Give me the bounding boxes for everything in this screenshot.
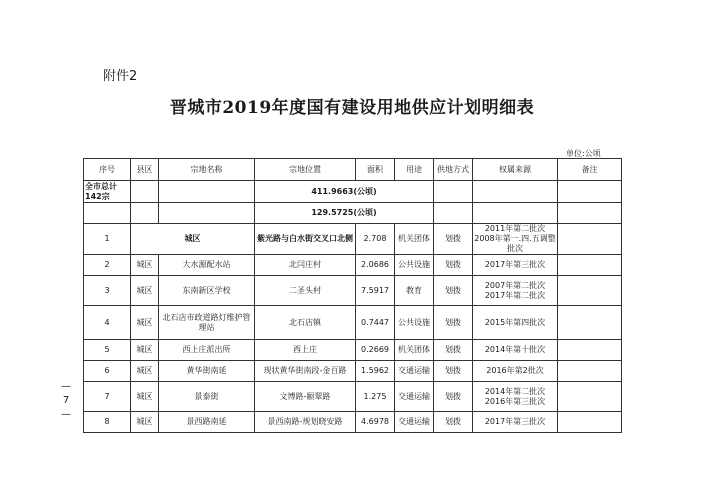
cell-district: 城区 — [131, 224, 255, 255]
cell-location: 北闫庄村 — [255, 255, 356, 276]
summary-row-district — [84, 203, 622, 224]
col-header-method: 供地方式 — [434, 159, 473, 181]
col-header-area: 面积 — [356, 159, 395, 181]
cell-location: 紫光路与白水街交叉口北侧 — [255, 224, 356, 255]
page-number: — 7 — — [61, 381, 71, 420]
col-header-name: 宗地名称 — [159, 159, 255, 181]
cell-source: 2014年第二批次 2016年第三批次 — [473, 382, 558, 412]
cell-location: 北石店镇 — [255, 306, 356, 340]
cell-no: 4 — [84, 306, 131, 340]
cell-location: 文博路-颐翠路 — [255, 382, 356, 412]
cell-district: 城区 — [131, 276, 159, 306]
cell-use: 机关团体 — [395, 340, 434, 361]
cell-use: 教育 — [395, 276, 434, 306]
col-header-no: 序号 — [84, 159, 131, 181]
cell-method: 划拨 — [434, 306, 473, 340]
cell-use: 机关团体 — [395, 224, 434, 255]
cell-location: 西上庄 — [255, 340, 356, 361]
cell-method: 划拨 — [434, 255, 473, 276]
summary-cell — [473, 203, 558, 224]
cell-district: 城区 — [131, 306, 159, 340]
cell-method: 划拨 — [434, 361, 473, 382]
cell-use: 公共设施 — [395, 306, 434, 340]
col-header-remark: 备注 — [558, 159, 622, 181]
cell-area: 1.5962 — [356, 361, 395, 382]
table-header-row — [84, 159, 622, 181]
col-header-source: 权属来源 — [473, 159, 558, 181]
summary-cell — [434, 181, 473, 203]
summary-cell — [473, 181, 558, 203]
cell-source: 2017年第三批次 — [473, 255, 558, 276]
cell-district: 城区 — [131, 340, 159, 361]
cell-district: 城区 — [131, 361, 159, 382]
cell-remark — [558, 306, 622, 340]
unit-label: 单位:公顷 — [566, 149, 601, 158]
cell-area: 0.2669 — [356, 340, 395, 361]
summary-total-label: 全市总计142宗 — [84, 181, 131, 203]
table-row — [84, 276, 622, 306]
summary-district-value: 129.5725(公顷) — [255, 203, 434, 224]
cell-remark — [558, 340, 622, 361]
col-header-use: 用途 — [395, 159, 434, 181]
col-header-district: 县区 — [131, 159, 159, 181]
cell-name: 东南新区学校 — [159, 276, 255, 306]
summary-cell — [434, 203, 473, 224]
cell-no: 1 — [84, 224, 131, 255]
cell-name: 黄华街南延 — [159, 361, 255, 382]
cell-no: 8 — [84, 412, 131, 433]
cell-source: 2007年第二批次 2017年第二批次 — [473, 276, 558, 306]
cell-remark — [558, 412, 622, 433]
cell-use: 交通运输 — [395, 412, 434, 433]
cell-use: 交通运输 — [395, 382, 434, 412]
cell-area: 4.6978 — [356, 412, 395, 433]
summary-cell — [558, 181, 622, 203]
cell-source: 2017年第三批次 — [473, 412, 558, 433]
summary-cell — [131, 203, 159, 224]
cell-district: 城区 — [131, 255, 159, 276]
cell-use: 交通运输 — [395, 361, 434, 382]
cell-area: 2.0686 — [356, 255, 395, 276]
table-row — [84, 224, 622, 255]
cell-name: 西上庄派出所 — [159, 340, 255, 361]
summary-cell — [159, 181, 255, 203]
summary-cell — [131, 181, 159, 203]
cell-method: 划拨 — [434, 382, 473, 412]
cell-district: 城区 — [131, 412, 159, 433]
table-row — [84, 306, 622, 340]
cell-remark — [558, 224, 622, 255]
cell-remark — [558, 361, 622, 382]
table-row — [84, 412, 622, 433]
table-row — [84, 361, 622, 382]
cell-remark — [558, 255, 622, 276]
cell-location: 现状黄华街南段-金百路 — [255, 361, 356, 382]
cell-method: 划拨 — [434, 224, 473, 255]
summary-cell — [159, 203, 255, 224]
cell-remark — [558, 382, 622, 412]
cell-no: 5 — [84, 340, 131, 361]
land-supply-table — [83, 158, 622, 433]
cell-no: 2 — [84, 255, 131, 276]
summary-cell — [558, 203, 622, 224]
cell-area: 7.5917 — [356, 276, 395, 306]
table-row — [84, 340, 622, 361]
cell-source: 2016年第2批次 — [473, 361, 558, 382]
cell-no: 6 — [84, 361, 131, 382]
table-row — [84, 382, 622, 412]
cell-no: 7 — [84, 382, 131, 412]
page-title: 晋城市2019年度国有建设用地供应计划明细表 — [169, 98, 535, 118]
cell-source: 2011年第二批次 2008年第一.四.五调整批次 — [474, 224, 556, 253]
cell-name: 大水源配水站 — [159, 255, 255, 276]
cell-method: 划拨 — [434, 276, 473, 306]
cell-name: 景西路南延 — [159, 412, 255, 433]
summary-total-value: 411.9663(公顷) — [255, 181, 434, 203]
cell-location: 二圣头村 — [255, 276, 356, 306]
cell-no: 3 — [84, 276, 131, 306]
cell-name: 景泰街 — [159, 382, 255, 412]
cell-method: 划拨 — [434, 340, 473, 361]
cell-use: 公共设施 — [395, 255, 434, 276]
cell-source: 2015年第四批次 — [473, 306, 558, 340]
cell-location: 景西南路-规划晓安路 — [255, 412, 356, 433]
cell-remark — [558, 276, 622, 306]
col-header-location: 宗地位置 — [255, 159, 356, 181]
cell-area: 2.708 — [356, 224, 395, 255]
cell-method: 划拨 — [434, 412, 473, 433]
attachment-label: 附件2 — [103, 69, 138, 84]
summary-row-total — [84, 181, 622, 203]
cell-area: 0.7447 — [356, 306, 395, 340]
cell-name: 北石店市政道路灯维护管理站 — [159, 306, 255, 340]
cell-area: 1.275 — [356, 382, 395, 412]
cell-source: 2014年第十批次 — [473, 340, 558, 361]
table-row — [84, 255, 622, 276]
cell-district: 城区 — [131, 382, 159, 412]
summary-district-label — [84, 203, 131, 224]
